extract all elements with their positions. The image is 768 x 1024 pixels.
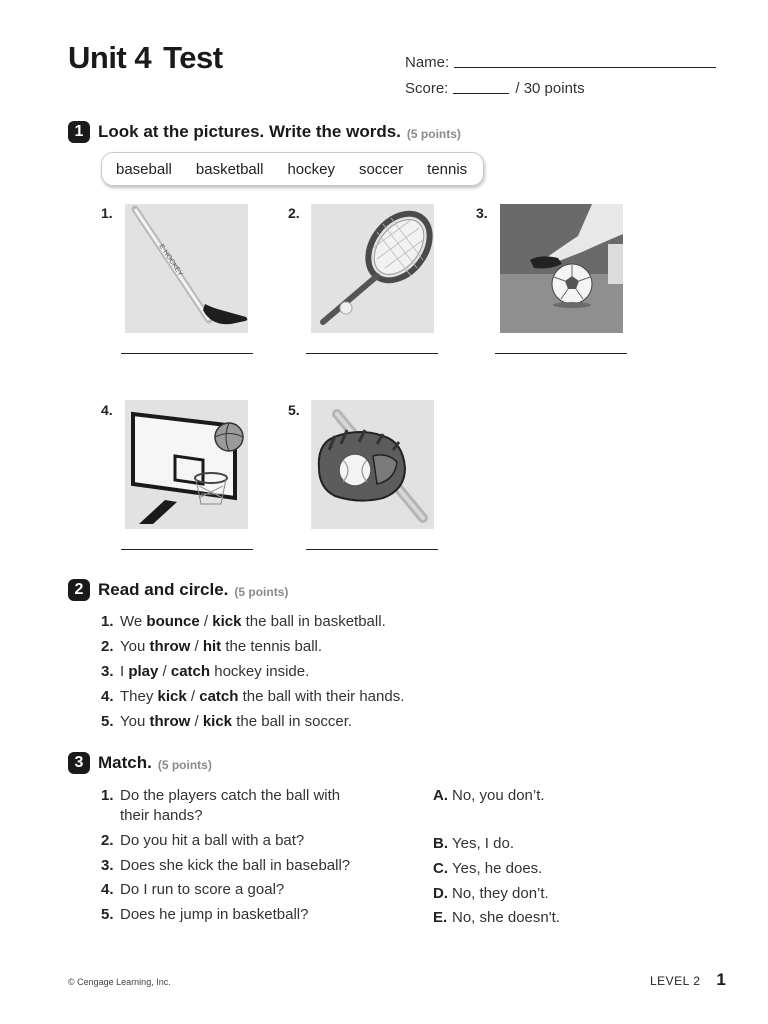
section-1-number: 1 (68, 121, 90, 143)
title-unit: Unit 4 (68, 40, 152, 75)
match-answer: B. Yes, I do. (433, 835, 514, 852)
section-3-number: 3 (68, 752, 90, 774)
score-row (405, 80, 585, 97)
section-1-heading (68, 121, 461, 143)
section-2-points: (5 points) (234, 584, 289, 599)
choice-option[interactable]: kick (157, 688, 187, 705)
svg-text:E·HOCKEY: E·HOCKEY (157, 243, 184, 278)
score-total: / 30 points (515, 80, 585, 97)
copyright: © Cengage Learning, Inc. (68, 977, 171, 987)
name-row (405, 54, 716, 71)
word-bank-item: basketball (195, 160, 264, 178)
basketball-hoop-icon (125, 400, 248, 529)
section-3-points: (5 points) (157, 757, 212, 772)
match-answer: D. No, they don’t. (433, 885, 549, 902)
picture-item-number: 4. (101, 402, 113, 418)
word-bank-item: hockey (287, 160, 335, 178)
match-question: 4. Do I run to score a goal? (101, 881, 285, 898)
level-label: LEVEL 2 (650, 974, 701, 988)
match-question-continued: their hands? (120, 807, 203, 824)
answer-line[interactable] (495, 353, 627, 354)
title-test: Test (163, 40, 223, 75)
page-title (68, 40, 223, 76)
choice-option[interactable]: kick (212, 613, 242, 630)
choice-option[interactable]: play (128, 663, 159, 680)
word-bank-item: soccer (358, 160, 404, 178)
section-2-heading (68, 579, 288, 601)
word-bank (101, 152, 484, 186)
answer-line[interactable] (121, 353, 253, 354)
page-number: 1 (716, 970, 726, 989)
circle-question: 2. You throw / hit the tennis ball. (101, 638, 323, 655)
name-field[interactable] (454, 66, 716, 68)
choice-option[interactable]: catch (170, 663, 211, 680)
section-1-points: (5 points) (406, 126, 461, 141)
soccer-ball-icon (500, 204, 623, 333)
choice-option[interactable]: throw (149, 638, 191, 655)
picture-item-number: 3. (476, 205, 488, 221)
word-bank-item: baseball (116, 160, 172, 178)
score-field[interactable] (453, 92, 509, 94)
section-3-heading (68, 752, 212, 774)
hockey-stick-icon (125, 204, 248, 333)
match-question: 3. Does she kick the ball in baseball? (101, 857, 351, 874)
tennis-racket-icon (311, 204, 434, 333)
section-2-instruction: Read and circle. (98, 580, 229, 599)
choice-option[interactable]: bounce (146, 613, 200, 630)
choice-option[interactable]: hit (202, 638, 222, 655)
circle-question: 3. I play / catch hockey inside. (101, 663, 310, 680)
circle-question: 5. You throw / kick the ball in soccer. (101, 713, 353, 730)
match-question: 1. Do the players catch the ball with (101, 787, 341, 804)
section-3-instruction: Match. (98, 753, 152, 772)
picture-item-number: 5. (288, 402, 300, 418)
answer-line[interactable] (306, 353, 438, 354)
answer-line[interactable] (306, 549, 438, 550)
answer-line[interactable] (121, 549, 253, 550)
circle-question: 4. They kick / catch the ball with their hands. (101, 688, 405, 705)
match-answer: C. Yes, he does. (433, 860, 543, 877)
choice-option[interactable]: throw (149, 713, 191, 730)
section-1-instruction: Look at the pictures. Write the words. (98, 122, 401, 141)
match-answer: A. No, you don’t. (433, 787, 545, 804)
match-question: 5. Does he jump in basketball? (101, 906, 309, 923)
section-2-number: 2 (68, 579, 90, 601)
page-footer (650, 970, 726, 990)
baseball-glove-icon (311, 400, 434, 529)
choice-option[interactable]: kick (202, 713, 233, 730)
score-label: Score: (405, 80, 449, 97)
picture-item-number: 2. (288, 205, 300, 221)
name-label: Name: (405, 54, 450, 71)
circle-question: 1. We bounce / kick the ball in basketball. (101, 613, 386, 630)
choice-option[interactable]: catch (199, 688, 239, 705)
match-question: 2. Do you hit a ball with a bat? (101, 832, 305, 849)
picture-item-number: 1. (101, 205, 113, 221)
word-bank-item: tennis (427, 160, 468, 178)
match-answer: E. No, she doesn't. (433, 909, 560, 926)
